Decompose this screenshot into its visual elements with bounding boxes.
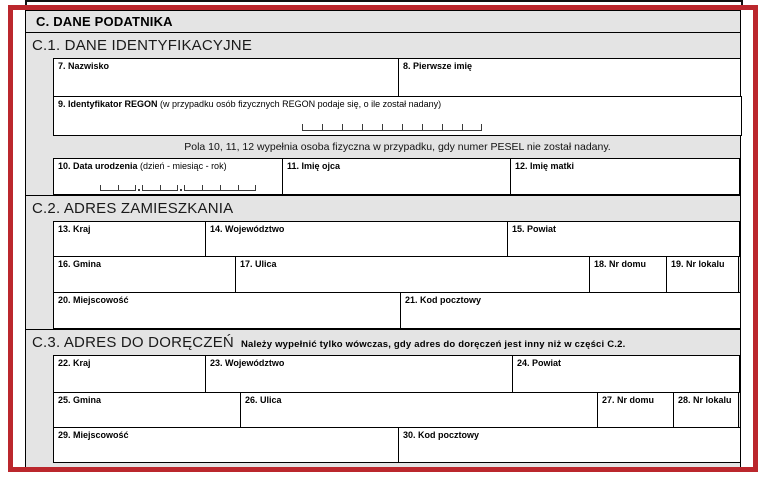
birthdate-year-comb[interactable] [184, 183, 256, 191]
field-10-data-urodzenia[interactable] [53, 158, 283, 195]
field-21-kod-pocztowy[interactable] [400, 292, 741, 329]
section-c3-hint: Należy wypełnić tylko wówczas, gdy adres do doręczeń jest inny niż w części C.2. [240, 338, 626, 350]
field-11-label: 11. Imię ojca [287, 161, 341, 171]
field-25-gmina[interactable] [53, 392, 241, 428]
section-c3-fields [53, 355, 742, 463]
field-17-label: 17. Ulica [240, 259, 277, 269]
field-29-miejscowosc[interactable] [53, 427, 399, 463]
field-30-label: 30. Kod pocztowy [403, 430, 480, 440]
field-10-hint: (dzień - miesiąc - rok) [140, 161, 227, 171]
regon-comb-input[interactable] [302, 123, 482, 131]
birthdate-month-comb[interactable] [142, 183, 178, 191]
section-c1 [26, 33, 740, 196]
field-7-nazwisko[interactable] [53, 58, 399, 97]
field-15-label: 15. Powiat [512, 224, 557, 234]
field-23-wojewodztwo[interactable] [205, 355, 513, 393]
field-13-kraj[interactable] [53, 221, 206, 257]
section-c-highlight-frame [8, 5, 758, 472]
field-16-gmina[interactable] [53, 256, 236, 293]
section-c1-title: C.1. DANE IDENTYFIKACYJNE [32, 37, 253, 54]
field-28-label: 28. Nr lokalu [678, 395, 732, 405]
field-9-label: 9. Identyfikator REGON (w przypadku osób fizycznych REGON podaje się, o ile został nadany) [58, 99, 442, 109]
birthdate-day-comb[interactable] [100, 183, 136, 191]
field-11-imie-ojca[interactable] [282, 158, 511, 195]
field-23-label: 23. Województwo [210, 358, 285, 368]
field-20-miejscowosc[interactable] [53, 292, 401, 329]
section-c1-header [26, 33, 740, 58]
field-12-imie-matki[interactable] [510, 158, 740, 195]
birthdate-comb-input[interactable] [100, 183, 256, 191]
field-8-label: 8. Pierwsze imię [403, 61, 473, 71]
section-c-title: C. DANE PODATNIKA [36, 14, 173, 29]
section-c2-header [26, 196, 740, 221]
field-13-label: 13. Kraj [58, 224, 91, 234]
field-9-regon[interactable] [53, 96, 742, 136]
section-c2-fields [53, 221, 742, 329]
field-26-ulica[interactable] [240, 392, 598, 428]
field-26-label: 26. Ulica [245, 395, 282, 405]
field-9-hint: (w przypadku osób fizycznych REGON podaje się, o ile został nadany) [160, 99, 442, 109]
field-8-pierwsze-imie[interactable] [398, 58, 741, 97]
section-c2-title: C.2. ADRES ZAMIESZKANIA [32, 200, 234, 217]
field-18-label: 18. Nr domu [594, 259, 647, 269]
field-7-label: 7. Nazwisko [58, 61, 110, 71]
field-19-label: 19. Nr lokalu [671, 259, 725, 269]
field-14-label: 14. Województwo [210, 224, 285, 234]
pesel-note-text: Pola 10, 11, 12 wypełnia osoba fizyczna w przypadku, gdy numer PESEL nie został nadany. [184, 141, 611, 153]
section-c3-title: C.3. ADRES DO DORĘCZEŃ [32, 334, 234, 351]
field-18-nr-domu[interactable] [589, 256, 667, 293]
field-20-label: 20. Miejscowość [58, 295, 129, 305]
field-29-label: 29. Miejscowość [58, 430, 129, 440]
field-24-powiat[interactable] [512, 355, 740, 393]
section-c2 [26, 196, 740, 330]
section-c-box [25, 10, 741, 470]
pesel-note-row [53, 136, 742, 158]
field-12-label: 12. Imię matki [515, 161, 575, 171]
field-30-kod-pocztowy[interactable] [398, 427, 741, 463]
field-27-nr-domu[interactable] [597, 392, 674, 428]
date-separator-dot [180, 189, 182, 191]
field-22-label: 22. Kraj [58, 358, 91, 368]
field-27-label: 27. Nr domu [602, 395, 655, 405]
section-c1-fields [53, 58, 742, 195]
field-22-kraj[interactable] [53, 355, 206, 393]
field-16-label: 16. Gmina [58, 259, 102, 269]
date-separator-dot [138, 189, 140, 191]
field-24-label: 24. Powiat [517, 358, 562, 368]
field-15-powiat[interactable] [507, 221, 740, 257]
field-21-label: 21. Kod pocztowy [405, 295, 482, 305]
section-c3-header [26, 330, 740, 355]
field-25-label: 25. Gmina [58, 395, 102, 405]
field-17-ulica[interactable] [235, 256, 590, 293]
section-c-header [26, 11, 740, 33]
field-19-nr-lokalu[interactable] [666, 256, 739, 293]
field-14-wojewodztwo[interactable] [205, 221, 508, 257]
field-10-label: 10. Data urodzenia (dzień - miesiąc - rok) [58, 161, 227, 171]
field-28-nr-lokalu[interactable] [673, 392, 739, 428]
section-c3 [26, 330, 740, 463]
